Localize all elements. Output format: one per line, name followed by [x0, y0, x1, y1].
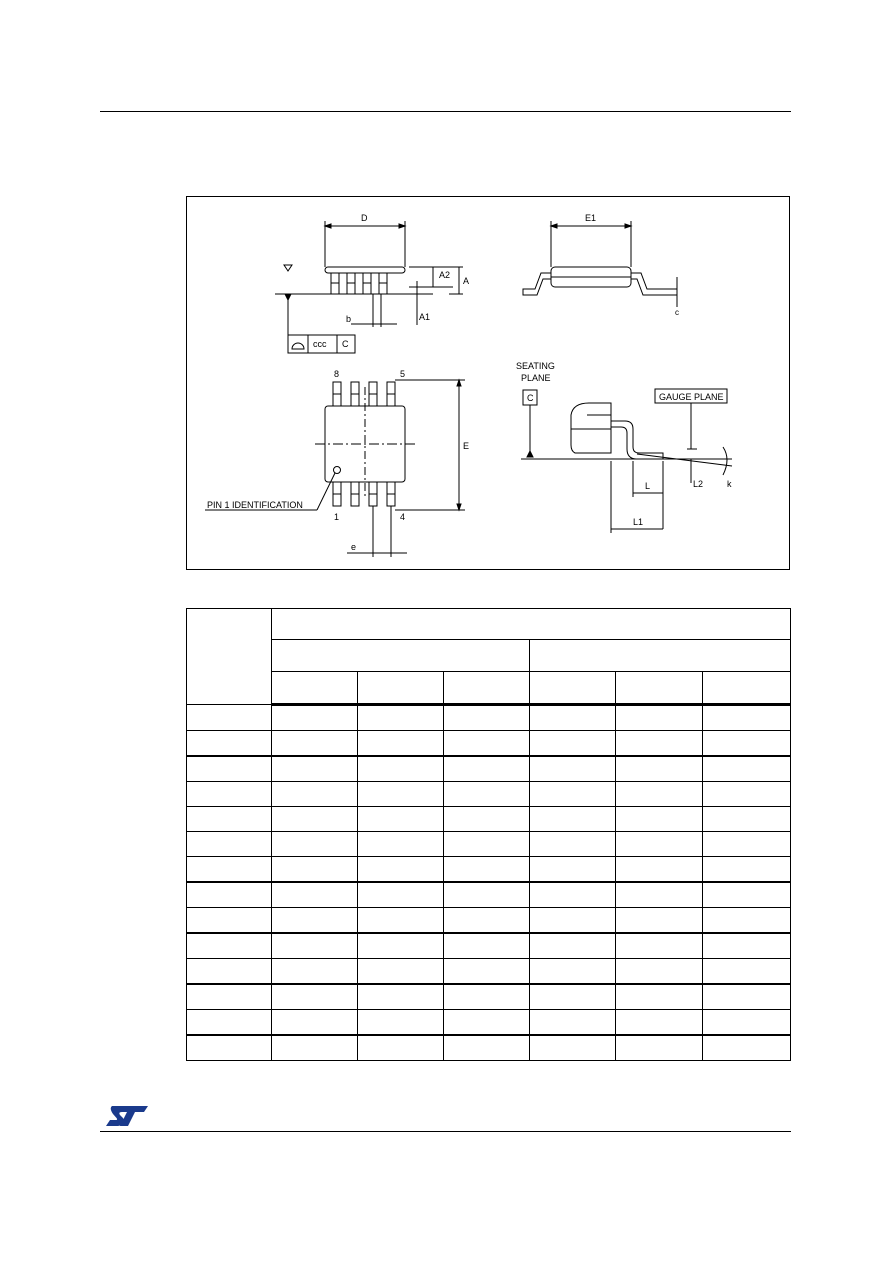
table-header-row-3	[187, 672, 791, 705]
table-row	[187, 705, 791, 731]
dim-label-b: b	[346, 314, 352, 324]
table-row	[187, 933, 791, 959]
table-row	[187, 807, 791, 832]
dim-label-a1: A1	[419, 312, 431, 322]
table-row	[187, 1010, 791, 1036]
table-header-typ	[358, 672, 444, 705]
seating-plane-label-1: SEATING	[516, 361, 555, 371]
table-header-row-2	[187, 640, 791, 672]
dim-label-c: c	[675, 308, 679, 317]
st-logo	[104, 1104, 150, 1133]
dim-label-e1: E1	[585, 213, 597, 223]
table-row	[187, 1035, 791, 1061]
table-row	[187, 984, 791, 1010]
dim-label-pitch-e: e	[351, 542, 357, 552]
table-row	[187, 908, 791, 934]
table-header-min	[530, 672, 616, 705]
tolerance-ccc: ccc	[313, 339, 327, 349]
dimensions-table	[186, 608, 791, 1061]
table-header-inches-cell	[530, 640, 791, 672]
dim-label-l2: L2	[693, 479, 704, 489]
dim-label-d: D	[361, 213, 368, 223]
gauge-plane-label: GAUGE PLANE	[659, 392, 724, 402]
dim-label-k: k	[727, 479, 732, 489]
dim-label-a2: A2	[439, 270, 451, 280]
pin1-identification-label: PIN 1 IDENTIFICATION	[207, 500, 303, 510]
table-row	[187, 832, 791, 857]
table-header-dimensions-cell	[272, 609, 791, 640]
dim-label-l: L	[645, 481, 651, 491]
table-header-max	[703, 672, 791, 705]
table-header-min	[272, 672, 358, 705]
table-row	[187, 882, 791, 908]
end-view	[523, 213, 679, 317]
package-outline-drawing	[186, 196, 790, 570]
table-row	[187, 782, 791, 807]
table-row	[187, 959, 791, 985]
dim-label-l1: L1	[633, 517, 644, 527]
dim-label-e: E	[463, 441, 470, 451]
table-header-max	[444, 672, 530, 705]
table-header-typ	[616, 672, 703, 705]
pin-label-1: 1	[334, 512, 340, 522]
table-row	[187, 756, 791, 782]
dim-label-a: A	[463, 276, 470, 286]
footer-rule	[100, 1131, 791, 1132]
lead-detail-view	[516, 361, 732, 533]
table-header-mm-cell	[272, 640, 530, 672]
table-row	[187, 731, 791, 757]
table-header-row-1	[187, 609, 791, 640]
header-rule	[100, 111, 791, 112]
pin-label-8: 8	[334, 369, 340, 379]
table-row	[187, 857, 791, 883]
seating-plane-label-2: PLANE	[521, 373, 551, 383]
seating-datum-c: C	[527, 393, 534, 403]
pin-label-4: 4	[400, 512, 406, 522]
side-view	[275, 213, 469, 353]
table-header-symbol-cell	[187, 609, 272, 705]
pin-label-5: 5	[400, 369, 406, 379]
tolerance-datum-c: C	[342, 339, 349, 349]
top-view	[205, 369, 469, 557]
